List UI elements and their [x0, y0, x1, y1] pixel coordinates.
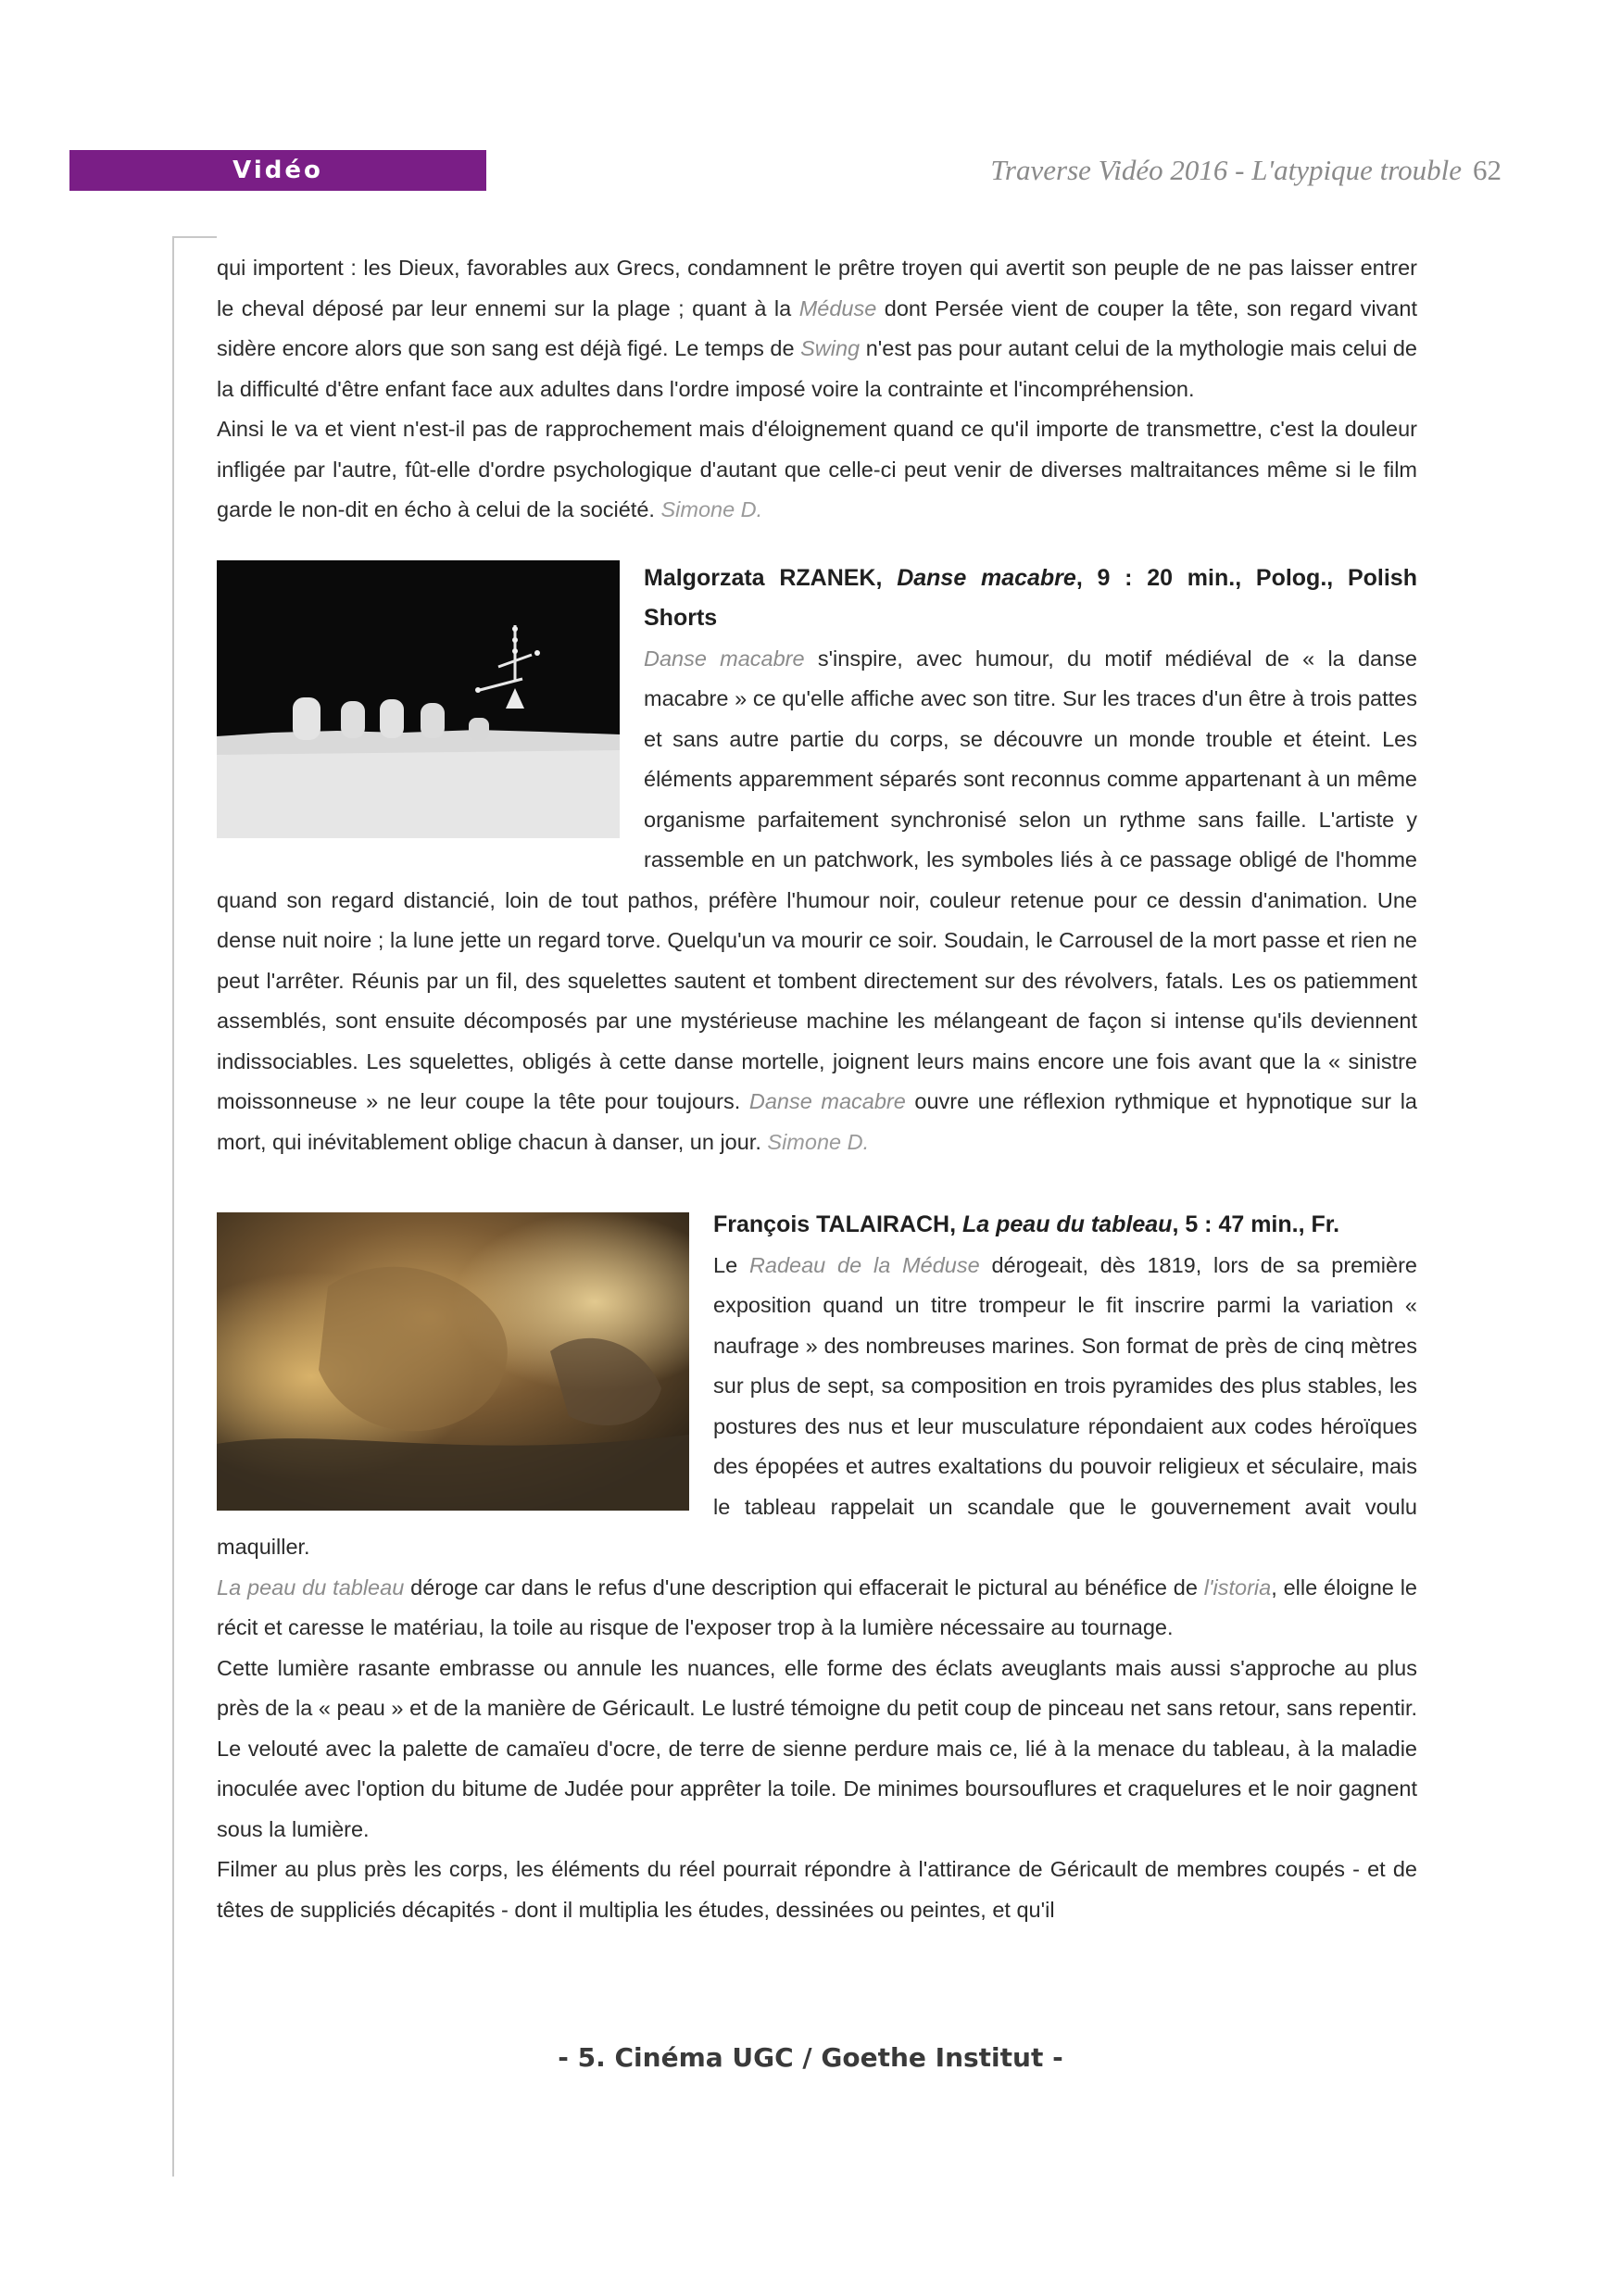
italic-title: Danse macabre — [748, 1089, 906, 1113]
text-run: s'inspire, avec humour, du motif médiéval de « la danse macabre » ce qu'elle affiche avec son titre. Sur les traces d'un être à trois pattes et sans autre partie du corps, se découvre un monde trouble et éteint. Les éléments apparemment séparés sont reconnus comme appartenant à un même organisme parfaitement synchronisé selon un rythme sans faille. L'artiste y rassemble en un patchwork, les symboles liés à ce passage obligé de l'homme quand son regard distancié, loin de tout pathos, préfère l'humour noir, couleur retenue pour ce dessin d'animation. Une dense nuit noire ; la lune jette un regard torve. Quelqu'un va mourir ce soir. Soudain, le Carrousel de la mort passe et rien ne peut l'arrêter. Réunis par un fil, des squelettes sautent et tombent directement sur des révolvers, fatals. Les os patiemment assemblés, sont ensuite décomposés par une mystérieuse machine les mélangeant de façon si intense qu'ils deviennent indissociables. Les squelettes, obligés à cette danse mortelle, joignent leurs mains encore une fois avant que la « sinistre moissonneuse » ne leur coupe la tête pour toujours. — [217, 646, 1417, 1113]
page-number: 62 — [1473, 154, 1502, 186]
signature: Simone D. — [767, 1129, 870, 1154]
italic-title: Méduse — [798, 295, 877, 320]
text-run: dont Persée vient de couper la tête, son regard vivant sidère encore alors que son sang est déjà figé. Le temps de — [217, 295, 1417, 360]
text-run: Le — [713, 1252, 749, 1277]
italic-title: Swing — [800, 336, 861, 360]
film-author: Malgorzata RZANEK, — [644, 564, 898, 591]
intro-paragraph-1 — [217, 248, 1417, 409]
italic-term: l'istoria — [1203, 1575, 1272, 1600]
text-run: qui importent : les Dieux, favorables aux Grecs, condamnent le prêtre troyen qui avertit son peuple de ne pas laisser entrer le cheval déposé par leur ennemi sur la plage ; quant à la — [217, 256, 1417, 320]
film-review-danse-macabre — [217, 558, 1417, 1163]
film-review-peau-du-tableau — [217, 1205, 1417, 1930]
margin-rule — [172, 236, 174, 2177]
film-details: , 9 : 20 min., Polog., Polish Shorts — [644, 564, 1417, 631]
margin-rule-tick — [172, 236, 217, 238]
film-still-danse-macabre — [217, 560, 620, 838]
film-title: Danse macabre — [897, 564, 1076, 591]
text-run: , elle éloigne le récit et caresse le matériau, la toile au risque de l'exposer trop à la lumière nécessaire au tournage. — [217, 1575, 1417, 1639]
film-details: , 5 : 47 min., Fr. — [1172, 1211, 1340, 1237]
section-label: Vidéo — [232, 157, 323, 184]
text-run: déroge car dans le refus d'une description qui effacerait le pictural au bénéfice de — [404, 1575, 1204, 1600]
text-run: ouvre une réflexion rythmique et hypnotique sur la mort, qui inévitablement oblige chacun à danser, un jour. — [217, 1089, 1417, 1154]
page-footer: - 5. Cinéma UGC / Goethe Institut - — [558, 2042, 1063, 2073]
article-body — [217, 248, 1417, 1930]
film-author: François TALAIRACH, — [713, 1211, 962, 1237]
film-still-peau-du-tableau — [217, 1212, 689, 1511]
italic-title: Danse macabre — [644, 646, 805, 671]
signature: Simone D. — [660, 497, 763, 521]
section-tab — [69, 150, 486, 191]
italic-title: Radeau de la Méduse — [748, 1252, 980, 1277]
film-review-text-3: Cette lumière rasante embrasse ou annule les nuances, elle forme des éclats aveuglants mais aussi s'approche au plus près de la « peau » et de la manière de Géricault. Le lustré témoigne du petit coup de pinceau net sans retour, sans repentir. Le velouté avec la palette de camaïeu d'ocre, de terre de sienne perdure mais ce, lié à la menace du tableau, à la maladie inoculée avec l'option du bitume de Judée pour apprêter la toile. De minimes boursouflures et craquelures et le noir gagnent sous la lumière. — [217, 1655, 1417, 1841]
running-title: Traverse Vidéo 2016 - L'atypique trouble — [990, 154, 1462, 186]
film-review-text-2 — [217, 1568, 1417, 1649]
text-run: dérogeait, dès 1819, lors de sa première exposition quand un titre trompeur le fit inscrire parmi la variation « naufrage » des nombreuses marines. Son format de près de cinq mètres sur plus de sept, sa composition en trois pyramides des plus stables, les postures des nus et leur musculature répondaient aux codes héroïques des épopées et autres exaltations du pouvoir religieux et séculaire, mais le tableau rappelait un scandale que le gouvernement avait voulu maquiller. — [217, 1252, 1417, 1559]
text-run: n'est pas pour autant celui de la mythologie mais celui de la difficulté d'être enfant face aux adultes dans l'ordre imposé voire la contrainte et l'incompréhension. — [217, 336, 1417, 401]
film-review-text-4: Filmer au plus près les corps, les éléments du réel pourrait répondre à l'attirance de Géricault de membres coupés - et de têtes de suppliciés décapités - dont il multiplia les études, dessinées ou peintes, et qu'il — [217, 1857, 1417, 1922]
film-title: La peau du tableau — [962, 1211, 1173, 1237]
italic-title: La peau du tableau — [217, 1575, 405, 1600]
text-run: Ainsi le va et vient n'est-il pas de rapprochement mais d'éloignement quand ce qu'il importe de transmettre, c'est la douleur infligée par l'autre, fût-elle d'ordre psychologique d'autant que celle-ci peut venir de diverses maltraitances même si le film garde le non-dit en écho à celui de la société. — [217, 417, 1417, 521]
intro-paragraph-2 — [217, 409, 1417, 531]
